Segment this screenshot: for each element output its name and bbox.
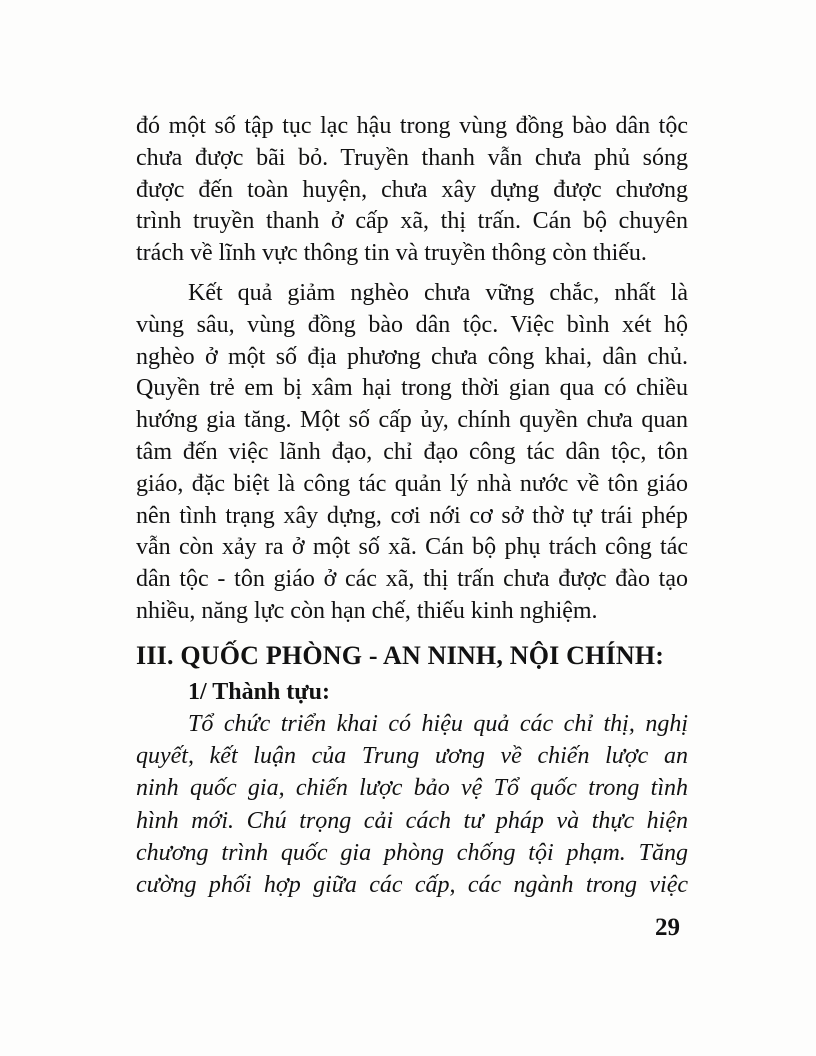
paragraph-communication-shortcomings [136, 111, 688, 270]
text-line: quyết, kết luận của Trung ương về chiến lược an [136, 743, 688, 770]
text-line: hướng gia tăng. Một số cấp ủy, chính quyền chưa quan [136, 407, 688, 434]
text-column [136, 111, 688, 942]
text-line: trách về lĩnh vực thông tin và truyền thông còn thiếu. [136, 240, 647, 267]
section-heading: III. QUỐC PHÒNG - AN NINH, NỘI CHÍNH: [136, 640, 665, 670]
text-line: Kết quả giảm nghèo chưa vững chắc, nhất là [188, 279, 688, 306]
subsection-heading: 1/ Thành tựu: [188, 678, 331, 705]
text-line: nghèo ở một số địa phương chưa công khai, dân chủ. [136, 343, 688, 370]
text-line: vùng sâu, vùng đồng bào dân tộc. Việc bình xét hộ [136, 311, 688, 338]
text-line: vẫn còn xảy ra ở một số xã. Cán bộ phụ trách công tác [136, 534, 688, 561]
text-line: nên tình trạng xây dựng, cơi nới cơ sở thờ tự trái phép [136, 502, 688, 529]
text-line: dân tộc - tôn giáo ở các xã, thị trấn chưa được đào tạo [136, 566, 688, 593]
text-line: nhiều, năng lực còn hạn chế, thiếu kinh nghiệm. [136, 597, 598, 624]
text-line: đó một số tập tục lạc hậu trong vùng đồng bào dân tộc [136, 113, 688, 139]
paragraph-poverty-reduction [136, 278, 688, 628]
text-line: cường phối hợp giữa các cấp, các ngành trong việc [136, 872, 688, 899]
text-line: trình truyền thanh ở cấp xã, thị trấn. Cán bộ chuyên [136, 208, 688, 235]
text-line: chương trình quốc gia phòng chống tội phạm. Tăng [136, 839, 688, 866]
text-line: chưa được bãi bỏ. Truyền thanh vẫn chưa phủ sóng [136, 144, 688, 171]
page-number: 29 [655, 913, 680, 941]
text-line: được đến toàn huyện, chưa xây dựng được chương [136, 176, 688, 203]
paragraph-achievements [136, 708, 688, 902]
text-line: ninh quốc gia, chiến lược bảo vệ Tổ quốc trong tình [136, 775, 688, 802]
text-line: giáo, đặc biệt là công tác quản lý nhà nước về tôn giáo [136, 470, 688, 497]
text-line: Quyền trẻ em bị xâm hại trong thời gian qua có chiều [136, 375, 688, 402]
text-line: tâm đến việc lãnh đạo, chỉ đạo công tác dân tộc, tôn [136, 438, 688, 465]
text-line: Tổ chức triển khai có hiệu quả các chỉ thị, nghị [188, 710, 688, 737]
text-line: hình mới. Chú trọng cải cách tư pháp và thực hiện [136, 807, 688, 834]
